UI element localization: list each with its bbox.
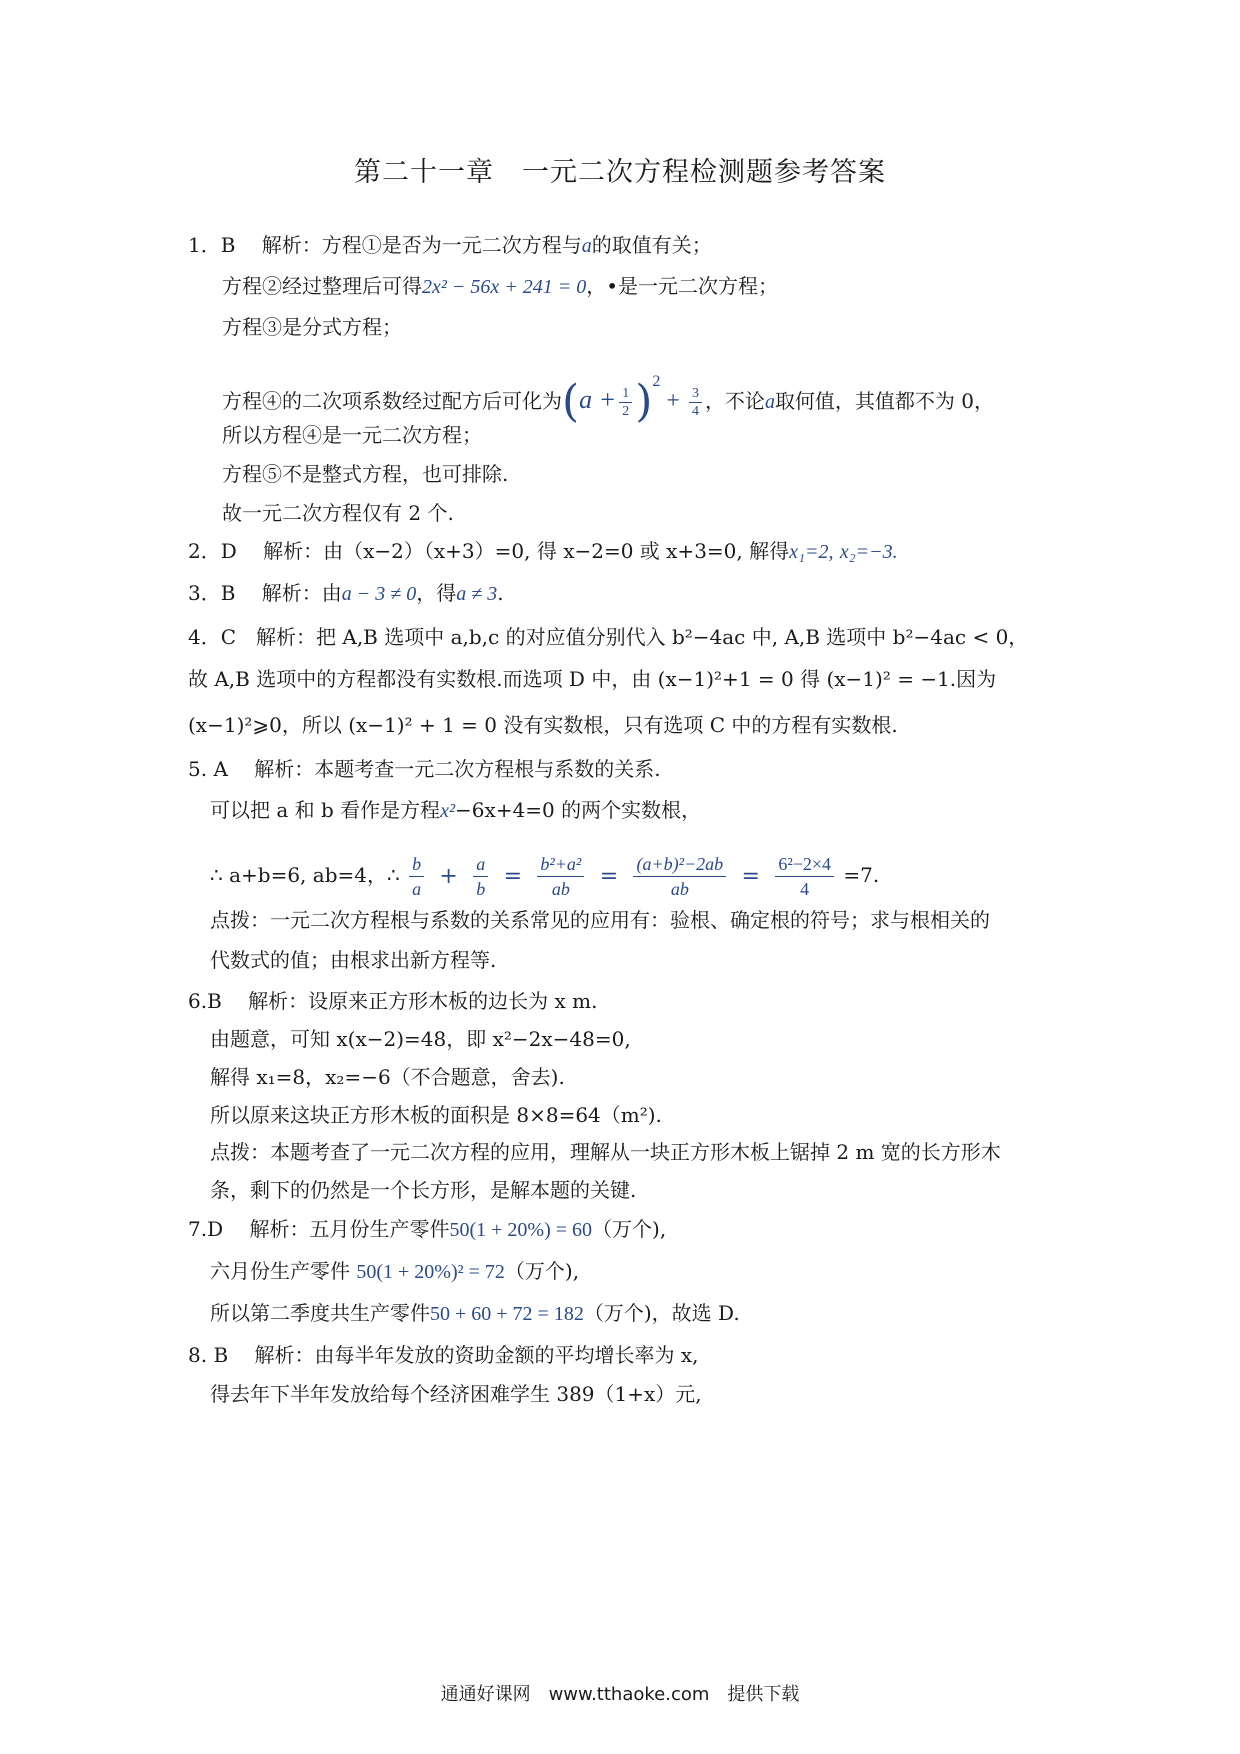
q5-eq-1: = bbox=[503, 863, 523, 889]
q5-frac-sum-squares bbox=[537, 852, 584, 901]
q1-var-a: a bbox=[581, 235, 592, 257]
q4-line-1: 4．C 解析：把 A,B 选项中 a,b,c 的对应值分别代入 b²−4ac 中, A,B 选项中 b²−4ac < 0， bbox=[188, 625, 1029, 649]
q5-l2-post: −6x+4=0 的两个实数根， bbox=[455, 798, 702, 822]
q7-l1-pre: 7.D 解析：五月份生产零件 bbox=[188, 1217, 450, 1241]
q1-frac-3-4 bbox=[689, 385, 702, 420]
q1-frac-3-4-num: 3 bbox=[689, 385, 702, 403]
q5-eq-2: = bbox=[599, 863, 619, 889]
q1-line-1 bbox=[188, 230, 712, 261]
q1-l2-post: ，•是一元二次方程； bbox=[586, 274, 779, 298]
q3-post: . bbox=[497, 581, 504, 605]
q2-line bbox=[188, 536, 898, 567]
q5-frac-a-b bbox=[473, 852, 488, 901]
q5-frac-sum-squares-num: b²+a² bbox=[537, 852, 584, 877]
q5-l2-pre: 可以把 a 和 b 看作是方程 bbox=[210, 798, 441, 822]
page-footer: 通通好课网 www.tthaoke.com 提供下载 bbox=[440, 1684, 800, 1705]
q7-l2-pre: 六月份生产零件 bbox=[210, 1259, 350, 1283]
q3-mid: ，得 bbox=[416, 581, 457, 605]
q8-line-2: 得去年下半年发放给每个经济困难学生 389（1+x）元, bbox=[210, 1382, 702, 1406]
q5-plus: + bbox=[439, 863, 458, 889]
q5-frac-a-b-num: a bbox=[473, 852, 488, 877]
q7-total-production: 50 + 60 + 72 = 182 bbox=[430, 1303, 584, 1325]
q1-line-7: 故一元二次方程仅有 2 个. bbox=[222, 501, 454, 525]
q5-result: =7. bbox=[843, 863, 880, 887]
q1-equation-2: 2x² − 56x + 241 = 0 bbox=[422, 276, 587, 298]
q1-paren-open: ( bbox=[562, 376, 580, 427]
q1-l4-post: ，不论 bbox=[704, 389, 765, 413]
q2-root-1: x₁=2, bbox=[789, 541, 834, 563]
q6-line-3: 解得 x₁=8，x₂=−6（不合题意，舍去). bbox=[210, 1065, 565, 1089]
q5-frac-numeric-num: 6²−2×4 bbox=[775, 852, 834, 877]
q1-head-tail: 的取值有关； bbox=[591, 233, 712, 257]
q1-l4-var: a bbox=[764, 391, 775, 413]
q1-frac-half-den: 2 bbox=[622, 404, 630, 419]
q5-frac-sum-squares-den: ab bbox=[551, 879, 570, 899]
q3-math-1: a − 3 ≠ 0 bbox=[341, 583, 417, 605]
q7-line-2 bbox=[210, 1256, 579, 1287]
q7-l1-post: （万个), bbox=[592, 1217, 667, 1241]
q5-frac-numeric-den: 4 bbox=[800, 879, 810, 899]
q7-june-production: 50(1 + 20%)² = 72 bbox=[356, 1261, 505, 1283]
q1-head-text: 1．B 解析：方程①是否为一元二次方程与 bbox=[188, 233, 582, 257]
q1-paren-close: ) bbox=[635, 376, 653, 427]
q3-line bbox=[188, 578, 504, 609]
q5-frac-b-a-num: b bbox=[409, 852, 424, 877]
q7-line-1 bbox=[188, 1214, 666, 1245]
q5-line-2 bbox=[210, 795, 701, 826]
q5-x-squared: x² bbox=[440, 800, 456, 822]
q3-pre: 3．B 解析：由 bbox=[188, 581, 342, 605]
q7-l2-post: （万个), bbox=[504, 1259, 580, 1283]
q5-frac-b-a bbox=[409, 852, 424, 901]
q1-line-4 bbox=[222, 367, 995, 427]
q1-l4-pre: 方程④的二次项系数经过配方后可化为 bbox=[222, 389, 562, 413]
q1-line-5: 所以方程④是一元二次方程； bbox=[222, 423, 482, 447]
q6-line-4: 所以原来这块正方形木板的面积是 8×8=64（m²). bbox=[210, 1103, 662, 1127]
q1-l4-a: a + bbox=[579, 385, 617, 414]
q1-line-6: 方程⑤不是整式方程，也可排除. bbox=[222, 462, 509, 486]
q5-line-3 bbox=[210, 845, 879, 907]
q2-text: 2．D 解析：由（x−2）（x+3）=0, 得 x−2=0 或 x+3=0, 解得 bbox=[188, 539, 790, 563]
page-title: 第二十一章 一元二次方程检测题参考答案 bbox=[354, 157, 886, 188]
q1-frac-half bbox=[619, 385, 632, 420]
q5-frac-b-a-den: a bbox=[412, 879, 422, 899]
q1-frac-half-num: 1 bbox=[619, 385, 632, 403]
q1-line-2 bbox=[222, 271, 778, 302]
q5-frac-identity-num: (a+b)²−2ab bbox=[633, 852, 726, 877]
q6-line-2: 由题意，可知 x(x−2)=48，即 x²−2x−48=0, bbox=[210, 1027, 631, 1051]
q7-line-3 bbox=[210, 1298, 740, 1329]
q5-eq-3: = bbox=[741, 863, 760, 889]
q1-l4-tail: 取何值，其值都不为 0， bbox=[774, 389, 995, 413]
q3-math-2: a ≠ 3 bbox=[456, 583, 498, 605]
q5-tip-2: 代数式的值；由根求出新方程等. bbox=[210, 948, 497, 972]
q5-l3-pre: ∴ a+b=6, ab=4，∴ bbox=[210, 863, 400, 887]
q7-l3-pre: 所以第二季度共生产零件 bbox=[210, 1301, 430, 1325]
q8-line-1: 8. B 解析：由每半年发放的资助金额的平均增长率为 x, bbox=[188, 1343, 699, 1367]
q6-tip-2: 条，剩下的仍然是一个长方形，是解本题的关键. bbox=[210, 1178, 637, 1202]
q1-line-3: 方程③是分式方程； bbox=[222, 315, 402, 339]
q1-l2-pre: 方程②经过整理后可得 bbox=[222, 274, 422, 298]
q4-line-3: (x−1)²⩾0，所以 (x−1)² + 1 = 0 没有实数根，只有选项 C 中的方程有实数根. bbox=[188, 713, 898, 737]
q7-may-production: 50(1 + 20%) = 60 bbox=[449, 1219, 593, 1241]
q5-line-1: 5. A 解析：本题考查一元二次方程根与系数的关系. bbox=[188, 757, 661, 781]
q1-l4-plus: + bbox=[666, 388, 680, 414]
q6-line-1: 6.B 解析：设原来正方形木板的边长为 x m. bbox=[188, 989, 598, 1013]
q5-frac-identity-den: ab bbox=[670, 879, 689, 899]
q5-frac-numeric bbox=[775, 852, 834, 901]
q4-line-2: 故 A,B 选项中的方程都没有实数根.而选项 D 中，由 (x−1)²+1 = 0 得 (x−1)² = −1.因为 bbox=[188, 667, 997, 691]
q5-frac-identity bbox=[633, 852, 726, 901]
q7-l3-post: （万个)，故选 D. bbox=[583, 1301, 740, 1325]
q5-tip-1: 点拨：一元二次方程根与系数的关系常见的应用有：验根、确定根的符号；求与根相关的 bbox=[210, 908, 990, 932]
q2-root-2: x₂=−3. bbox=[839, 541, 898, 563]
q1-l4-exp: 2 bbox=[652, 373, 661, 390]
q1-frac-3-4-den: 4 bbox=[691, 404, 699, 419]
q6-tip-1: 点拨：本题考查了一元二次方程的应用，理解从一块正方形木板上锯掉 2 m 宽的长方形木 bbox=[210, 1140, 1001, 1164]
q5-frac-a-b-den: b bbox=[476, 879, 486, 899]
